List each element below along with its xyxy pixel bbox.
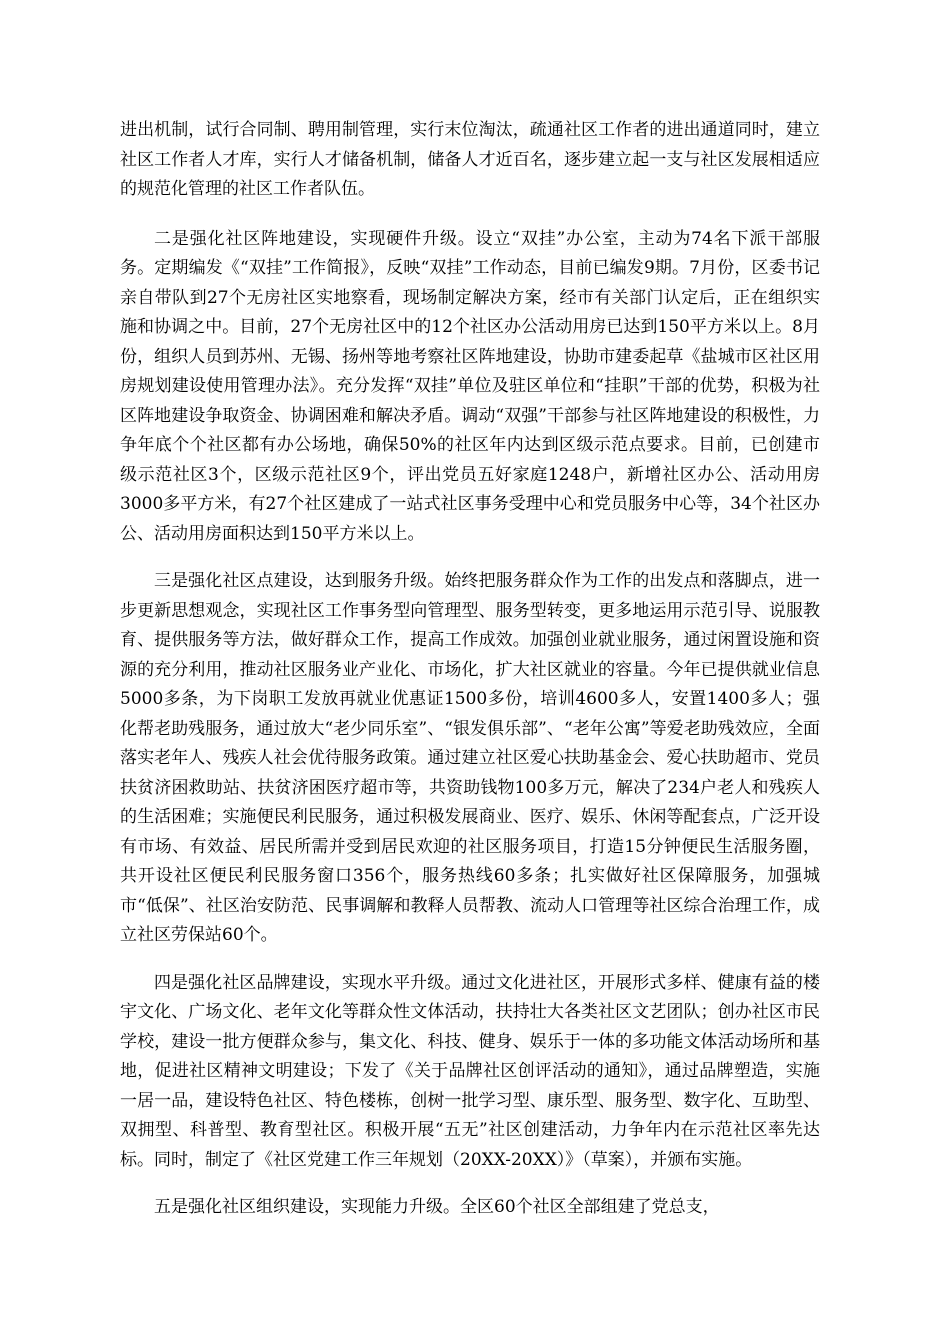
paragraph-3: 三是强化社区点建设，达到服务升级。始终把服务群众作为工作的出发点和落脚点，进一步更新思想观念，实现社区工作事务型向管理型、服务型转变，更多地运用示范引导、说服教育、提供服务等方法，做好群众工作，提高工作成效。加强创业就业服务，通过闲置设施和资源的充分利用，推动社区服务业产业化、市场化，扩大社区就业的容量。今年已提供就业信息5000多条，为下岗职工发放再就业优惠证1500多份，培训4600多人，安置1400多人；强化帮老助残服务，通过放大“老少同乐室”、“银发俱乐部”、“老年公寓”等爱老助残效应，全面落实老年人、残疾人社会优待服务政策。通过建立社区爱心扶助基金会、爱心扶助超市、党员扶贫济困救助站、扶贫济困医疗超市等，共资助钱物100多万元，解决了234户老人和残疾人的生活困难；实施便民利民服务，通过积极发展商业、医疗、娱乐、休闲等配套点，广泛开设有市场、有效益、居民所需并受到居民欢迎的社区服务项目，打造15分钟便民生活服务圈，共开设社区便民利民服务窗口356个，服务热线60多条；扎实做好社区保障服务，加强城市“低保”、社区治安防范、民事调解和教释人员帮教、流动人口管理等社区综合治理工作，成立社区劳保站60个。 [120, 571, 820, 945]
document-body [120, 116, 820, 1241]
paragraph-2: 二是强化社区阵地建设，实现硬件升级。设立“双挂”办公室，主动为74名下派干部服务。定期编发《“双挂”工作简报》，反映“双挂”工作动态，目前已编发9期。7月份，区委书记亲自带队到27个无房社区实地察看，现场制定解决方案，经市有关部门认定后，正在组织实施和协调之中。目前，27个无房社区中的12个社区办公活动用房已达到150平方米以上。8月份，组织人员到苏州、无锡、扬州等地考察社区阵地建设，协助市建委起草《盐城市区社区用房规划建设使用管理办法》。充分发挥“双挂”单位及驻区单位和“挂职”干部的优势，积极为社区阵地建设争取资金、协调困难和解决矛盾。调动“双强”干部参与社区阵地建设的积极性，力争年底个个社区都有办公场地，确保50%的社区年内达到区级示范点要求。目前，已创建市级示范社区3个，区级示范社区9个，评出党员五好家庭1248户，新增社区办公、活动用房3000多平方米，有27个社区建成了一站式社区事务受理中心和党员服务中心等，34个社区办公、活动用房面积达到150平方米以上。 [120, 228, 820, 544]
paragraph-1: 进出机制，试行合同制、聘用制管理，实行末位淘汰，疏通社区工作者的进出通道同时，建立社区工作者人才库，实行人才储备机制，储备人才近百名，逐步建立起一支与社区发展相适应的规范化管理的社区工作者队伍。 [120, 120, 820, 199]
paragraph-5: 五是强化社区组织建设，实现能力升级。全区60个社区全部组建了党总支， [154, 1197, 720, 1217]
paragraph-4: 四是强化社区品牌建设，实现水平升级。通过文化进社区，开展形式多样、健康有益的楼宇文化、广场文化、老年文化等群众性文体活动，扶持壮大各类社区文艺团队；创办社区市民学校，建设一批方便群众参与，集文化、科技、健身、娱乐于一体的多功能文体活动场所和基地，促进社区精神文明建设；下发了《关于品牌社区创评活动的通知》，通过品牌塑造，实施一居一品，建设特色社区、特色楼栋，创树一批学习型、康乐型、服务型、数字化、互助型、双拥型、科普型、教育型社区。积极开展“五无”社区创建活动，力争年内在示范社区率先达标。同时，制定了《社区党建工作三年规划（20XX-20XX）》（草案），并颁布实施。 [120, 972, 820, 1170]
